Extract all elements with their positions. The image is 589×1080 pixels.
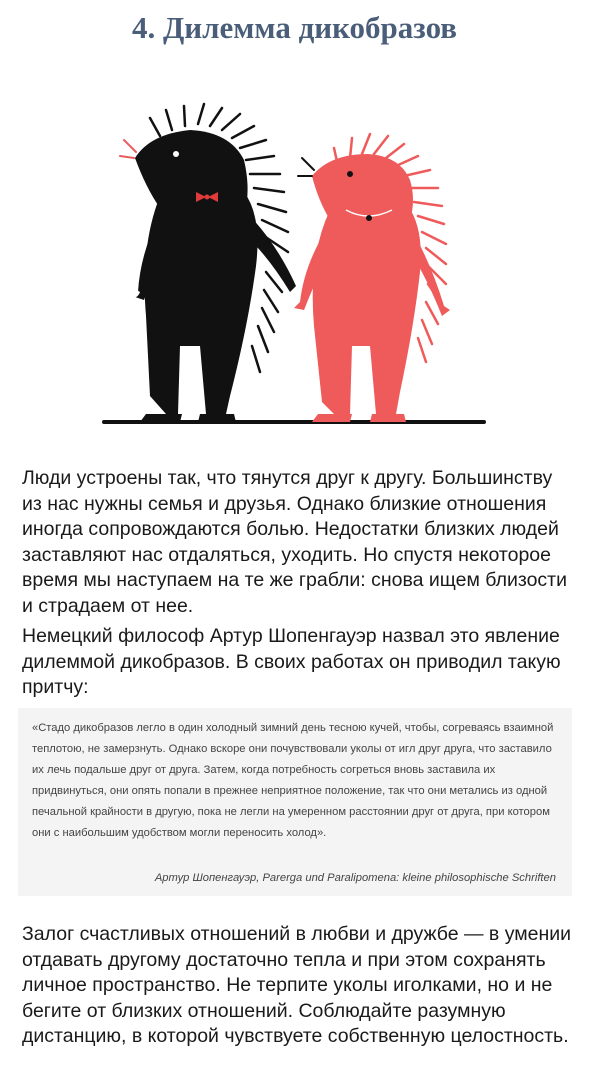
paragraph-conclusion: Залог счастливых отношений в любви и дружбе — в умении отдавать другому достаточно тепла и при этом сохранять личное пространство. Не терпите уколы иголками, но и не бегите от близких отношений. Соблюдайте разумную дистанцию, в которой чувствуете собственную целостность.	[22, 923, 572, 1047]
quote-text: «Стадо дикобразов легло в один холодный зимний день тесною кучей, чтобы, согреваясь взаимной теплотою, не замерзнуть. Однако вскоре они почувствовали уколы от игл друг друга, что заставило их лечь подальше друг от друга. Затем, когда потребность согреться вновь заставила их придвинуться, они опять попали в прежнее неприятное положение, так что они метались из одной печальной крайности в другую, пока не легли на умеренном расстоянии друг от друга, при котором они с наибольшим удобством могли переносить холод».	[32, 722, 554, 839]
red-porcupine	[294, 134, 450, 422]
black-eye	[173, 151, 179, 157]
paragraph-intro: Люди устроены так, что тянутся друг к другу. Большинству из нас нужны семья и друзья. Однако близкие отношения иногда сопровождаются болью. Недостатки близких людей заставляют нас отдаляться, уходить. Но спустя некоторое время мы наступаем на те же грабли: снова ищем близости и страдаем от нее.	[22, 467, 567, 617]
paragraph-schopenhauer: Немецкий философ Артур Шопенгауэр назвал это явление дилеммой дикобразов. В своих работах он приводил такую притчу:	[22, 625, 561, 698]
quote-source: Артур Шопенгауэр, Parerga und Paralipomena: kleine philosophische Schriften	[154, 872, 556, 884]
quote-block	[18, 708, 572, 896]
black-porcupine	[132, 104, 296, 422]
page-title: 4. Дилемма дикобразов	[131, 10, 458, 45]
porcupines-illustration	[0, 96, 589, 436]
red-eye	[347, 171, 353, 177]
